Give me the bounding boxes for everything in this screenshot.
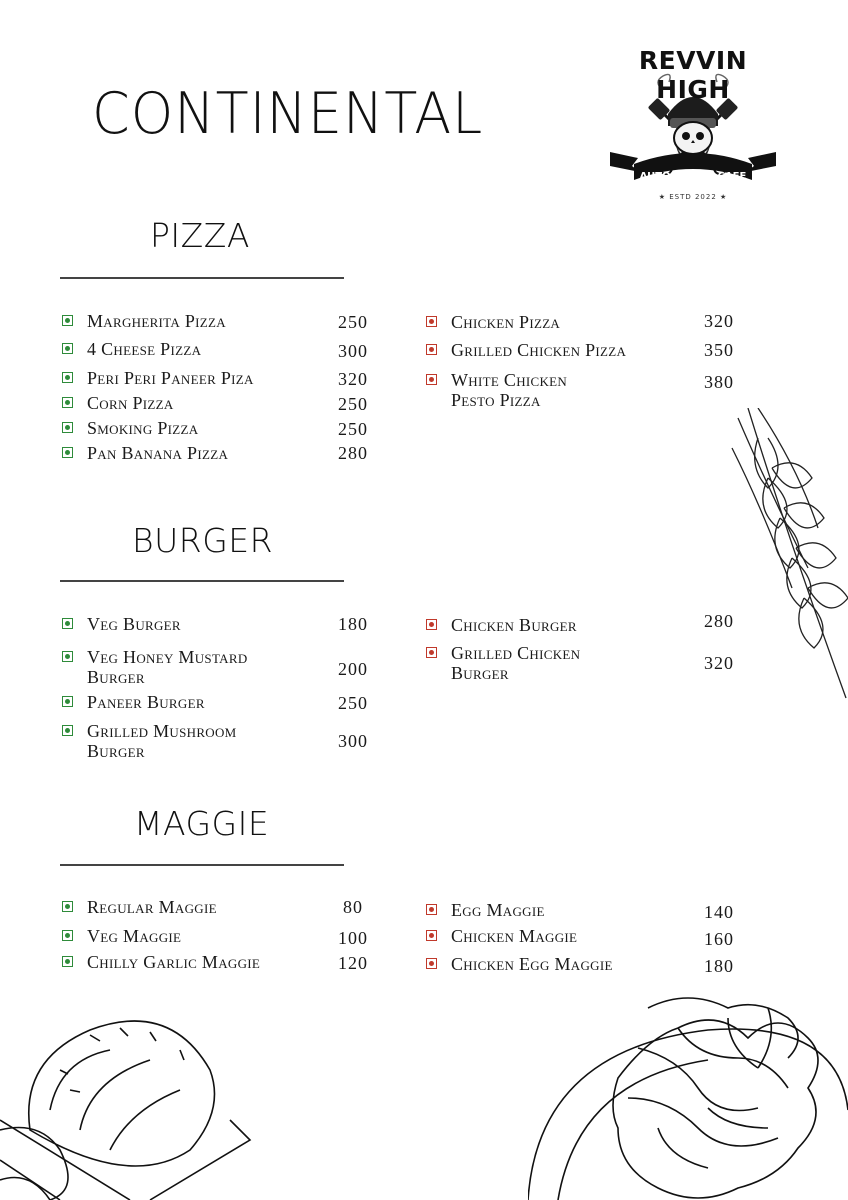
item-name: Margherita Pizza — [87, 311, 226, 331]
nonveg-icon — [426, 344, 437, 355]
item-name: Chicken Maggie — [451, 926, 578, 946]
item-name: Regular Maggie — [87, 897, 217, 917]
menu-item — [62, 692, 205, 712]
item-price: 80 — [343, 897, 363, 917]
veg-icon — [62, 315, 73, 326]
veg-icon — [62, 901, 73, 912]
section-title-burger: BURGER — [132, 521, 274, 560]
menu-item — [426, 370, 567, 410]
item-price: 250 — [338, 394, 368, 414]
item-price: 320 — [704, 653, 734, 673]
item-price: 160 — [704, 929, 734, 949]
menu-item — [62, 897, 217, 917]
item-name: Chilly Garlic Maggie — [87, 952, 261, 972]
item-price: 140 — [704, 902, 734, 922]
veg-icon — [62, 618, 73, 629]
pie-icon — [528, 988, 848, 1200]
item-name-line: White Chicken — [451, 370, 568, 390]
nonveg-icon — [426, 904, 437, 915]
item-name: Smoking Pizza — [87, 418, 199, 438]
item-price: 180 — [338, 614, 368, 634]
menu-item — [62, 418, 198, 438]
item-price: 380 — [704, 372, 734, 392]
menu-item — [62, 339, 201, 359]
logo-name: REVVIN HIGH — [638, 46, 748, 104]
bread-icon — [0, 1010, 260, 1200]
section-divider — [60, 277, 344, 279]
menu-item — [426, 340, 626, 360]
item-price: 300 — [338, 731, 368, 751]
item-name-line: Pesto Pizza — [451, 390, 541, 410]
item-price: 280 — [704, 611, 734, 631]
item-name: Chicken Egg Maggie — [451, 954, 613, 974]
menu-item — [62, 311, 226, 331]
logo-banner-text: AUTOMOTIVE CAFE — [639, 171, 747, 182]
item-price: 250 — [338, 312, 368, 332]
section-divider — [60, 580, 344, 582]
cafe-logo — [598, 40, 788, 216]
item-name: 4 Cheese Pizza — [87, 339, 202, 359]
veg-icon — [62, 930, 73, 941]
nonveg-icon — [426, 958, 437, 969]
page-title: CONTINENTAL — [92, 80, 484, 147]
section-title-pizza: PIZZA — [150, 216, 250, 255]
menu-item — [426, 615, 577, 635]
veg-icon — [62, 696, 73, 707]
item-name: Paneer Burger — [87, 692, 205, 712]
item-name: Chicken Pizza — [451, 312, 561, 332]
item-name-line: Veg Honey Mustard — [87, 647, 248, 667]
item-name-line: Burger — [87, 667, 145, 687]
menu-item — [426, 643, 580, 683]
item-name-line: Burger — [87, 741, 145, 761]
item-name: Peri Peri Paneer Piza — [87, 368, 254, 388]
item-name: Corn Pizza — [87, 393, 174, 413]
item-name: Pan Banana Pizza — [87, 443, 229, 463]
item-price: 280 — [338, 443, 368, 463]
veg-icon — [62, 343, 73, 354]
item-price: 250 — [338, 419, 368, 439]
veg-icon — [62, 447, 73, 458]
nonveg-icon — [426, 619, 437, 630]
veg-icon — [62, 422, 73, 433]
item-name-line: Burger — [451, 663, 509, 683]
menu-item — [426, 312, 560, 332]
section-divider — [60, 864, 344, 866]
item-name — [87, 647, 248, 687]
veg-icon — [62, 956, 73, 967]
menu-item — [426, 926, 577, 946]
item-price: 320 — [704, 311, 734, 331]
veg-icon — [62, 725, 73, 736]
item-name — [451, 370, 567, 410]
item-name: Grilled Chicken Pizza — [451, 340, 627, 360]
item-price: 120 — [338, 953, 368, 973]
item-name — [451, 643, 580, 683]
menu-item — [426, 900, 545, 920]
menu-item — [62, 721, 237, 761]
menu-item — [426, 954, 613, 974]
menu-item — [62, 393, 174, 413]
item-name: Veg Maggie — [87, 926, 182, 946]
section-title-maggie: MAGGIE — [134, 804, 270, 843]
item-price: 100 — [338, 928, 368, 948]
veg-icon — [62, 372, 73, 383]
veg-icon — [62, 651, 73, 662]
nonveg-icon — [426, 647, 437, 658]
menu-item — [62, 443, 228, 463]
nonveg-icon — [426, 374, 437, 385]
menu-item — [62, 614, 181, 634]
logo-estd: ★ ESTD 2022 ★ — [658, 193, 728, 201]
item-name: Egg Maggie — [451, 900, 545, 920]
item-price: 320 — [338, 369, 368, 389]
item-price: 250 — [338, 693, 368, 713]
menu-item — [62, 952, 260, 972]
item-name: Veg Burger — [87, 614, 181, 634]
item-price: 200 — [338, 659, 368, 679]
menu-item — [62, 926, 181, 946]
item-name-line: Grilled Mushroom — [87, 721, 237, 741]
veg-icon — [62, 397, 73, 408]
menu-item — [62, 368, 254, 388]
item-name-line: Grilled Chicken — [451, 643, 581, 663]
menu-item — [62, 647, 248, 687]
item-name — [87, 721, 237, 761]
item-price: 350 — [704, 340, 734, 360]
nonveg-icon — [426, 930, 437, 941]
item-name: Chicken Burger — [451, 615, 577, 635]
item-price: 180 — [704, 956, 734, 976]
nonveg-icon — [426, 316, 437, 327]
item-price: 300 — [338, 341, 368, 361]
wheat-icon — [728, 408, 848, 708]
